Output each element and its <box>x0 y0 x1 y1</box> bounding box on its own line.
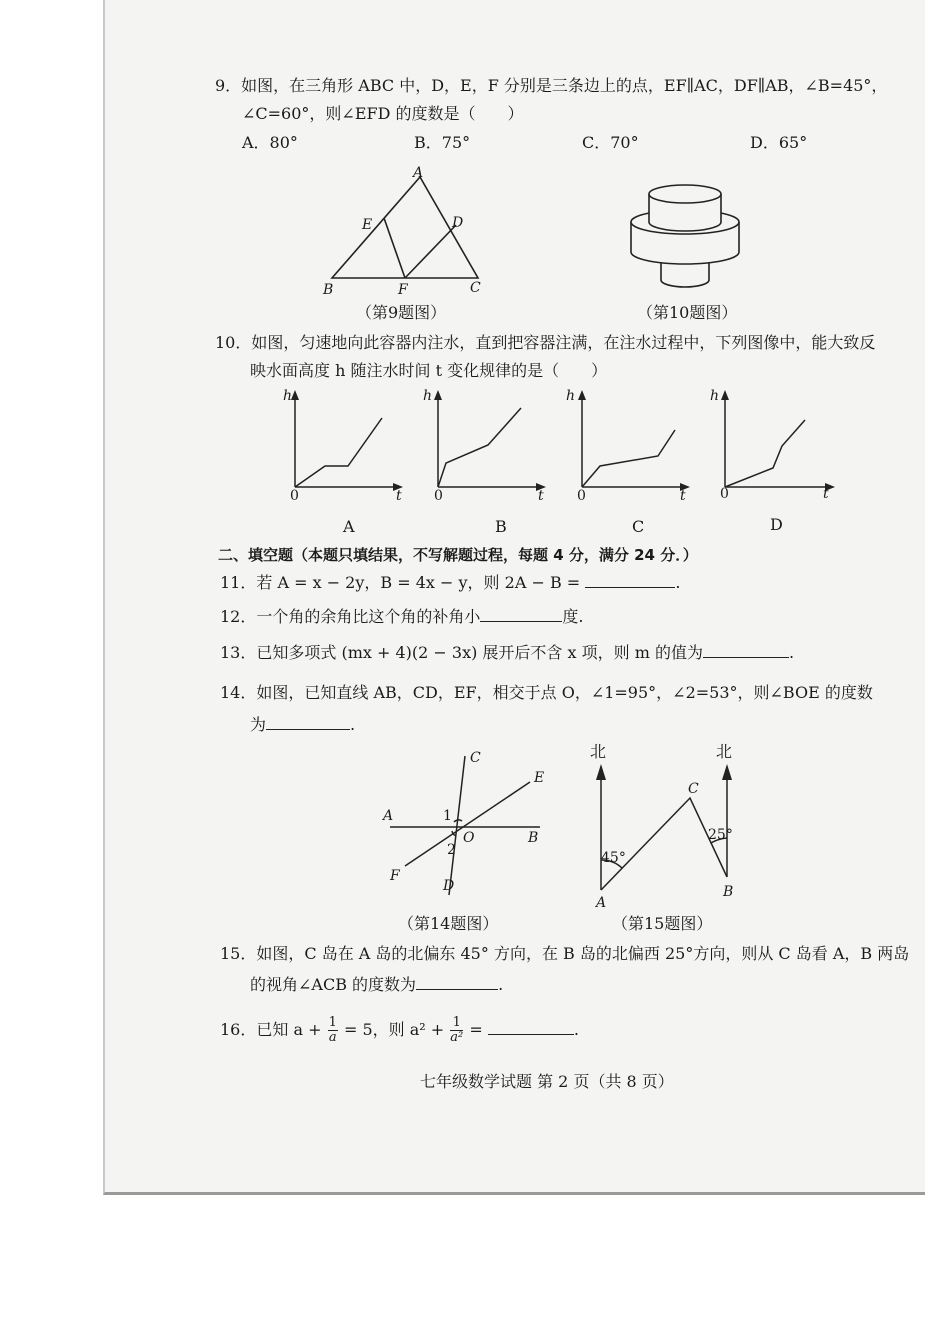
q14-label-a: A <box>383 808 394 824</box>
q10-graph-b <box>428 390 548 495</box>
q13-text: 13．已知多项式 (mx + 4)(2 − 3x) 展开后不含 x 项，则 m 的值为 <box>220 643 703 662</box>
q9-line1: 9．如图，在三角形 ABC 中，D，E，F 分别是三条边上的点，EF∥AC，DF∥AB，∠B=45°， <box>215 76 888 95</box>
q14-label-b: B <box>528 830 539 846</box>
q11 <box>220 573 680 593</box>
q9-option-c: C．70° <box>582 133 639 152</box>
q14-line1: 14．如图，已知直线 AB，CD，EF，相交于点 O，∠1=95°，∠2=53°，则∠BOE 的度数 <box>220 683 873 702</box>
q16-mid: = 5，则 a² + <box>343 1020 445 1039</box>
q10-graph-d-origin: 0 <box>720 486 729 502</box>
q16-eq: = <box>469 1020 483 1039</box>
q14-label-d: D <box>443 878 455 894</box>
q10-graph-c <box>572 390 692 495</box>
q10-graph-b-t: t <box>538 488 544 504</box>
q14-label-o: O <box>463 830 475 846</box>
page-footer: 七年级数学试题 第 2 页（共 8 页） <box>420 1072 674 1091</box>
q9-label-b: B <box>323 282 334 298</box>
q14-label-2: 2 <box>447 842 456 858</box>
q16 <box>220 1013 579 1047</box>
q14-label-1: 1 <box>443 808 452 824</box>
q10-graph-d-h: h <box>710 388 720 404</box>
q15-angle-45: 45° <box>601 850 626 866</box>
q9-label-c: C <box>470 280 481 296</box>
q15-end: . <box>498 975 504 994</box>
q12 <box>220 607 583 627</box>
q14-answer-blank <box>266 715 350 730</box>
q10-graph-a-origin: 0 <box>290 488 299 504</box>
q15-text: 的视角∠ACB 的度数为 <box>250 975 417 994</box>
q12-end: 度. <box>562 607 584 626</box>
q10-graph-a <box>285 390 405 495</box>
q10-caption: （第10题图） <box>637 303 738 322</box>
q15-caption: （第15题图） <box>612 914 713 933</box>
q10-graph-b-origin: 0 <box>434 488 443 504</box>
q10-graph-d <box>715 390 837 495</box>
q9-triangle-figure <box>320 165 490 290</box>
q14-caption: （第14题图） <box>398 914 499 933</box>
q11-answer-blank <box>585 573 675 588</box>
q10-graph-a-letter: A <box>343 517 355 536</box>
q9-line2: ∠C=60°，则∠EFD 的度数是（ ） <box>242 104 524 123</box>
q10-graph-c-origin: 0 <box>577 488 586 504</box>
q15-label-c: C <box>688 781 699 797</box>
q9-option-a: A．80° <box>242 133 298 152</box>
q9-option-b: B．75° <box>414 133 471 152</box>
q15-line1: 15．如图，C 岛在 A 岛的北偏东 45° 方向，在 B 岛的北偏西 25°方向，则从 C 岛看 A，B 两岛 <box>220 944 910 963</box>
q16-end: . <box>573 1020 579 1039</box>
q10-graph-b-letter: B <box>495 517 507 536</box>
q15-angle-25: 25° <box>708 827 733 843</box>
q14-end: . <box>350 715 356 734</box>
q9-label-d: D <box>452 215 464 231</box>
q15-north-a: 北 <box>590 742 607 761</box>
q11-end: . <box>675 573 681 592</box>
q10-graph-c-h: h <box>566 388 576 404</box>
q14-label-e: E <box>534 770 545 786</box>
q13-answer-blank <box>703 643 789 658</box>
q10-graph-a-t: t <box>396 488 402 504</box>
q10-line1: 10．如图，匀速地向此容器内注水，直到把容器注满，在注水过程中，下列图像中，能大致反 <box>215 333 876 352</box>
q10-container-figure <box>625 180 745 295</box>
q10-graph-c-letter: C <box>632 517 645 536</box>
q15-label-a: A <box>596 895 607 911</box>
q13-end: . <box>788 643 795 662</box>
q10-graph-b-h: h <box>423 388 433 404</box>
q14-label-c: C <box>470 750 481 766</box>
q13 <box>220 643 794 663</box>
q16-answer-blank <box>488 1020 574 1035</box>
q9-label-a: A <box>413 165 424 181</box>
q11-text: 11．若 A = x − 2y，B = 4x − y，则 2A − B = <box>220 573 581 592</box>
q10-graph-d-letter: D <box>770 515 783 534</box>
q15-label-b: B <box>723 884 734 900</box>
q9-caption: （第9题图） <box>356 303 447 322</box>
q15-north-b: 北 <box>716 742 733 761</box>
q9-option-d: D．65° <box>750 133 808 152</box>
q14-text: 为 <box>250 715 267 734</box>
q16-fraction-1: $\frac{1}{a}$ <box>328 1015 337 1045</box>
q16-fraction-2: $\frac{1}{\text{a²}}$ <box>450 1015 464 1045</box>
q10-graph-d-t: t <box>823 486 829 502</box>
q12-text: 12．一个角的余角比这个角的补角小 <box>220 607 481 626</box>
q9-label-e: E <box>362 217 373 233</box>
q15-line2 <box>250 975 503 995</box>
q14-line2 <box>250 715 355 735</box>
q14-label-f: F <box>390 868 400 884</box>
q15-answer-blank <box>416 975 498 990</box>
q10-graph-c-t: t <box>680 488 686 504</box>
section-2-heading: 二、填空题（本题只填结果，不写解题过程，每题 4 分，满分 24 分．） <box>218 546 698 564</box>
q16-prefix: 16．已知 a + <box>220 1020 322 1039</box>
q10-graph-a-h: h <box>283 388 293 404</box>
q9-label-f: F <box>398 282 408 298</box>
q10-line2: 映水面高度 h 随注水时间 t 变化规律的是（ ） <box>250 361 608 380</box>
q12-answer-blank <box>480 607 562 622</box>
